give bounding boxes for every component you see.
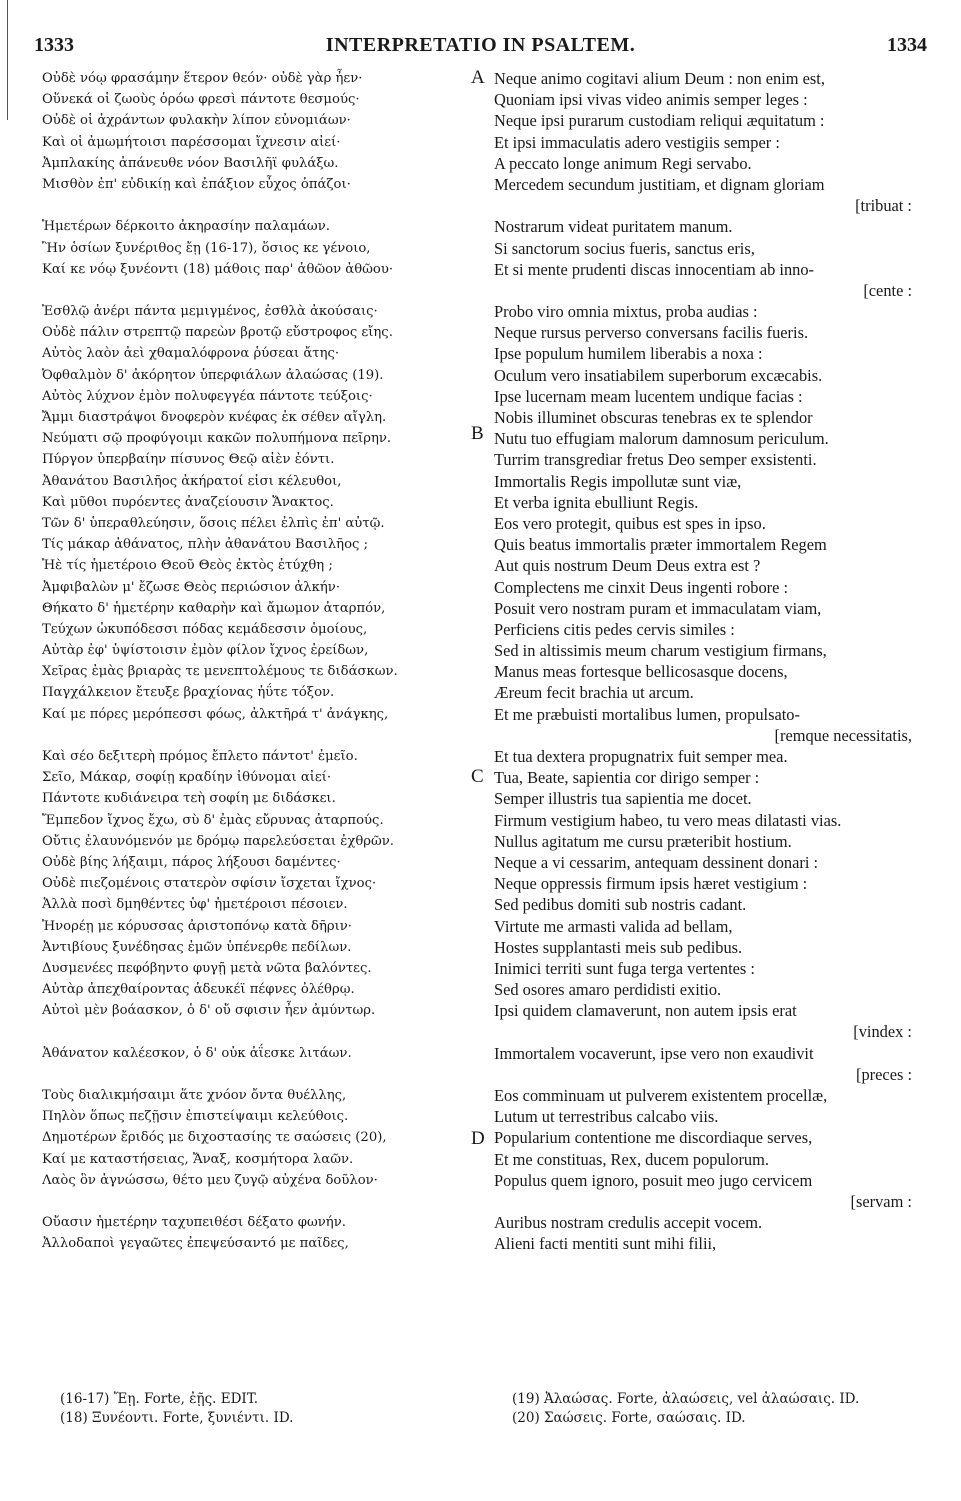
greek-verse-line: Τίς μάκαρ ἀθάνατος, πλὴν ἀθανάτου Βασιλῆος ; <box>42 537 369 553</box>
latin-verse-line: Neque rursus perverso conversans facilis fueris. <box>494 323 809 343</box>
latin-verse-line: Si sanctorum socius fueris, sanctus eris, <box>494 238 755 258</box>
greek-verse-line: Ἀμπλακίης ἀπάνευθε νόον Βασιλῆϊ φυλάξω. <box>42 155 339 171</box>
latin-verse-line: Immortalis Regis impollutæ sunt viæ, <box>494 471 742 491</box>
latin-verse-line: [cente : <box>863 280 912 300</box>
greek-verse-line: Πύργον ὑπερβαίην πίσυνος Θεῷ αἰὲν ἐόντι. <box>42 452 335 468</box>
latin-verse-line: [servam : <box>850 1191 912 1211</box>
latin-verse-line: Complectens me cinxit Deus ingenti robore : <box>494 577 789 597</box>
latin-verse-line: Neque animo cogitavi alium Deum : non enim est, <box>494 69 825 88</box>
greek-verse-line: Ἀθάνατον καλέεσκον, ὁ δ' οὐκ ἀΐεσκε λιτάων. <box>42 1045 352 1061</box>
latin-verse-line: [vindex : <box>853 1022 912 1042</box>
latin-verse-line: Probo viro omnia mixtus, proba audias : <box>494 302 758 322</box>
latin-text-column <box>494 68 924 1255</box>
greek-verse-line: Τοὺς διαλικμήσαιμι ἅτε χνόον ὄντα θυέλλης, <box>42 1088 347 1103</box>
greek-verse-line: Ἀθανάτου Βασιλῆος ἀκήρατοί εἰσι κέλευθοι, <box>42 473 342 489</box>
footnote: (19) Ἀλαώσας. Forte, ἀλαώσεις, vel ἀλαώσαις. ID. <box>512 1391 860 1407</box>
greek-verse-line: Ὀφθαλμὸν δ' ἀκόρητον ὑπερφιάλων ἀλαώσας (19). <box>42 367 384 383</box>
latin-verse-line: Quis beatus immortalis præter immortalem Regem <box>494 535 827 555</box>
greek-verse-line: Ἡμετέρων δέρκοιτο ἀκηρασίην παλαμάων. <box>42 219 330 235</box>
latin-verse-line: Perficiens citis pedes cervis similes : <box>494 619 735 639</box>
latin-verse-line: Posuit vero nostram puram et immaculatam viam, <box>494 598 822 618</box>
greek-verse-line: Οὐδὲ νόῳ φρασάμην ἕτερον θεόν· οὐδὲ γὰρ ἦεν· <box>42 71 363 86</box>
latin-verse-line: Auribus nostram credulis accepit vocem. <box>494 1213 763 1233</box>
latin-verse-line: Tua, Beate, sapientia cor dirigo semper : <box>494 768 760 788</box>
greek-verse-line: Δυσμενέες πεφόβηντο φυγῇ μετὰ νῶτα βαλόντες. <box>42 960 372 976</box>
page-number-left: 1333 <box>34 34 74 56</box>
latin-verse-line: Ipsi quidem clamaverunt, non autem ipsis erat <box>494 1001 797 1021</box>
latin-verse-line: Populus quem ignoro, posuit meo jugo cervicem <box>494 1170 813 1190</box>
section-marker-a: A <box>471 67 485 88</box>
greek-verse-line <box>42 1021 482 1042</box>
greek-verse-line: Οὐδὲ πάλιν στρεπτῷ παρεὼν βροτῷ εὔστροφος εἴης. <box>42 325 393 341</box>
latin-verse-line: Ipse lucernam meam lucentem undique facias : <box>494 386 803 406</box>
latin-verse-line: Turrim transgrediar fretus Deo semper exsistenti. <box>494 450 817 470</box>
greek-verse-line <box>42 1191 482 1212</box>
greek-verse-line: Αὐτὰρ ἀπεχθαίροντας ἀδευκέϊ πέφνες ὀλέθρῳ. <box>42 982 355 998</box>
greek-verse-line: Καί με πόρες μερόπεσσι φόως, ἀλκτῆρά τ' ἀνάγκης, <box>42 706 389 722</box>
latin-verse-line: Neque ipsi purarum custodiam reliqui æquitatum : <box>494 111 825 131</box>
latin-verse-line: Eos vero protegit, quibus est spes in ipso. <box>494 513 766 533</box>
greek-verse-line: Οὐδὲ βίης λήξαιμι, πάρος λήξουσι δαμέντες· <box>42 854 341 870</box>
greek-verse-line: Παγχάλκειον ἔτευξε βραχίονας ἠΰτε τόξον. <box>42 685 335 701</box>
greek-verse-line: Αὐτὸς λύχνον ἐμὸν πολυφεγγέα πάντοτε τεύξοις· <box>42 388 373 404</box>
latin-verse-line: Nullus agitatum me cursu præteribit hostium. <box>494 831 792 851</box>
latin-verse-line: Oculum vero insatiabilem superborum excæcabis. <box>494 365 823 385</box>
greek-verse-line: Τεύχων ὠκυπόδεσσι πόδας κεμάδεσσιν ὁμοίους, <box>42 621 368 637</box>
greek-verse-line: Οὕνεκά οἱ ζωοὺς ὁρόω φρεσὶ πάντοτε θεσμούς· <box>42 92 360 108</box>
latin-verse-line: A peccato longe animum Regi servabo. <box>494 153 752 173</box>
greek-verse-line: Καί κε νόῳ ξυνέοντι (18) μάθοις παρ' ἀθῶον ἀθῶου· <box>42 261 394 277</box>
page-header <box>34 34 927 60</box>
latin-verse-line: Lutum ut terrestribus calcabo viis. <box>494 1107 719 1127</box>
latin-verse-line: Ipse populum humilem liberabis a noxa : <box>494 344 763 364</box>
greek-verse-line: Θήκατο δ' ἡμετέρην καθαρὴν καὶ ἄμωμον ἀταρπόν, <box>42 600 386 616</box>
footnotes-left <box>60 1390 293 1428</box>
greek-verse-line: Ἠνορέῃ με κόρυσσας ἀριστοπόνῳ κατὰ δῆριν· <box>42 918 352 934</box>
latin-verse-line: Et me constituas, Rex, ducem populorum. <box>494 1149 769 1169</box>
latin-verse-line: Mercedem secundum justitiam, et dignam gloriam <box>494 174 825 194</box>
latin-verse-line: Immortalem vocaverunt, ipse vero non exaudivit <box>494 1043 814 1063</box>
latin-verse-line: Sed osores amaro perdidisti exitio. <box>494 980 722 1000</box>
latin-verse-line: Alieni facti mentiti sunt mihi filii, <box>494 1234 717 1254</box>
latin-verse-line: [remque necessitatis, <box>774 725 912 745</box>
greek-verse-line: Οὔτις ἐλαυνόμενόν με δρόμῳ παρελεύσεται ἐχθρῶν. <box>42 833 394 849</box>
greek-verse-line: Αὐτὸς λαὸν ἀεὶ χθαμαλόφρονα ῥύσεαι ἄτης· <box>42 346 340 362</box>
section-marker-b: B <box>471 423 484 444</box>
greek-verse-line: Οὔασιν ἡμετέρην ταχυπειθέσι δέξατο φωνήν. <box>42 1215 346 1231</box>
latin-verse-line: Virtute me armasti valida ad bellam, <box>494 916 733 936</box>
greek-verse-line: Οὐδὲ οἱ ἀχράντων φυλακὴν λίπον εὐνομιάων· <box>42 113 351 129</box>
greek-verse-line: Πάντοτε κυδιάνειρα τεὴ σοφίη με διδάσκει. <box>42 791 336 807</box>
greek-verse-line: Ἄμμι διαστράψοι δνοφερὸν κνέφας ἐκ σέθεν αἴγλη. <box>42 410 387 425</box>
greek-verse-line: Οὐδὲ πιεζομένοις στατερὸν σφίσιν ἴσχεται ἴχνος· <box>42 876 377 892</box>
latin-verse-line: Quoniam ipsi vivas video animis semper leges : <box>494 90 808 110</box>
latin-verse-line: Popularium contentione me discordiaque serves, <box>494 1128 813 1148</box>
greek-verse-line: Λαὸς ὃν ἀγνώσσω, θέτο μευ ζυγῷ αὐχένα δοῦλον· <box>42 1172 378 1188</box>
latin-verse-line: Nutu tuo effugiam malorum damnosum periculum. <box>494 429 829 449</box>
latin-verse-line: Hostes supplantasti meis sub pedibus. <box>494 937 743 957</box>
page-number-right: 1334 <box>887 34 927 56</box>
greek-verse-line: Ἐσθλῷ ἀνέρι πάντα μεμιγμένος, ἐσθλὰ ἀκούσαις· <box>42 304 378 320</box>
greek-verse-line: Ἀλλοδαποὶ γεγαῶτες ἐπεψεύσαντό με παῖδες, <box>42 1236 349 1252</box>
latin-verse-line: Æreum fecit brachia ut arcum. <box>494 683 694 703</box>
footnote: (18) Ξυνέοντι. Forte, ξυνιέντι. ID. <box>60 1410 294 1426</box>
greek-verse-line: Αὐτοὶ μὲν βοάασκον, ὁ δ' οὔ σφισιν ἦεν ἀμύντωρ. <box>42 1003 376 1019</box>
latin-verse-line: Eos comminuam ut pulverem existentem procellæ, <box>494 1086 828 1105</box>
latin-verse-line: Inimici territi sunt fuga terga vertentes : <box>494 958 755 978</box>
greek-verse-line: Ἠὲ τίς ἡμετέροιο Θεοῦ Θεὸς ἐκτὸς ἐτύχθη ; <box>42 558 333 574</box>
greek-verse-line: Ἔμπεδον ἴχνος ἔχω, σὺ δ' ἐμὰς εὔρυνας ἀταρπούς. <box>42 812 384 828</box>
running-title: INTERPRETATIO IN PSALTEM. <box>325 34 636 56</box>
latin-verse-line: Neque a vi cessarim, antequam dessinent donari : <box>494 852 819 872</box>
latin-verse-line: Et verba ignita ebulliunt Regis. <box>494 492 699 512</box>
greek-verse-line: Ἀμφιβαλὼν μ' ἔζωσε Θεὸς περιώσιον ἀλκήν· <box>42 579 341 595</box>
footnote: (16-17) Ἔῃ. Forte, ἐῇς. EDIT. <box>60 1391 259 1407</box>
greek-verse-line: Καί με καταστήσειας, Ἄναξ, κοσμήτορα λαῶν. <box>42 1151 354 1167</box>
greek-verse-line: Ἢν ὁσίων ξυνέριθος ἔῃ (16-17), ὅσιος κε γένοιο, <box>42 240 371 256</box>
section-marker-d: D <box>471 1128 485 1149</box>
greek-verse-line: Ἀντιβίους ξυνέδησας ἐμῶν ὑπένερθε πεδίλων. <box>42 939 352 955</box>
latin-verse-line: Sed in altissimis meum charum vestigium firmans, <box>494 641 827 661</box>
greek-verse-line: Καὶ σέο δεξιτερὴ πρόμος ἔπλετο πάντοτ' ἐμεῖο. <box>42 749 358 764</box>
greek-verse-line: Αὐτὰρ ἐφ' ὑψίστοισιν ἐμὸν φίλον ἴχνος ἐρείδων, <box>42 643 369 659</box>
latin-verse-line: Et si mente prudenti discas innocentiam ab inno- <box>494 259 814 279</box>
greek-text-column <box>42 68 482 1255</box>
latin-verse-line: Sed pedibus domiti sub nostris cadant. <box>494 895 747 915</box>
greek-verse-line: Καὶ οἱ ἀμωμήτοισι παρέσσομαι ἴχνεσιν αἰεί· <box>42 134 341 150</box>
latin-verse-line: Nostrarum videat puritatem manum. <box>494 217 733 237</box>
greek-verse-line: Ἀλλὰ ποσὶ δμηθέντες ὑφ' ἡμετέροισι πέσοιεν. <box>42 897 348 913</box>
greek-verse-line: Χεῖρας ἐμὰς βριαρὰς τε μενεπτολέμους τε διδάσκων. <box>42 664 398 680</box>
greek-verse-line: Πηλὸν ὅπως πεζῇσιν ἐπιστείψαιμι κελεύθοις. <box>42 1109 349 1125</box>
latin-verse-line: [preces : <box>856 1064 912 1084</box>
latin-verse-line: Nobis illuminet obscuras tenebras ex te splendor <box>494 408 813 427</box>
latin-verse-line: Et tua dextera propugnatrix fuit semper mea. <box>494 747 788 766</box>
latin-verse-line: Manus meas fortesque bellicosasque docens, <box>494 662 788 682</box>
greek-verse-line: Δημοτέρων ἔριδός με διχοστασίης τε σαώσεις (20), <box>42 1130 387 1146</box>
greek-verse-line: Καὶ μῦθοι πυρόεντες ἀναζείουσιν Ἄνακτος. <box>42 494 334 510</box>
latin-verse-line: Neque oppressis firmum ipsis hæret vestigium : <box>494 874 808 894</box>
greek-verse-line <box>42 195 482 216</box>
greek-verse-line: Μισθὸν ἐπ' εὐδικίῃ καὶ ἐπάξιον εὖχος ὀπάζοι· <box>42 176 351 192</box>
greek-verse-line: Σεῖο, Μάκαρ, σοφίῃ κραδίην ἰθύνομαι αἰεί· <box>42 770 332 786</box>
footnotes-right <box>512 1390 859 1428</box>
footnote: (20) Σαώσεις. Forte, σαώσαις. ID. <box>512 1410 746 1426</box>
greek-verse-line: Νεύματι σῷ προφύγοιμι κακῶν πολυπήμονα πεῖρην. <box>42 431 392 447</box>
latin-verse-line: Semper illustris tua sapientia me docet. <box>494 789 752 809</box>
latin-verse-line: Et me præbuisti mortalibus lumen, propulsato- <box>494 704 800 724</box>
greek-verse-line: Τῶν δ' ὑπεραθλεύησιν, ὅσοις πέλει ἐλπὶς ἐπ' αὐτῷ. <box>42 515 385 531</box>
latin-verse-line: Firmum vestigium habeo, tu vero meas dilatasti vias. <box>494 810 842 830</box>
latin-verse-line: [tribuat : <box>855 196 912 216</box>
greek-verse-line <box>42 1064 482 1085</box>
latin-verse-line: Aut quis nostrum Deum Deus extra est ? <box>494 556 761 576</box>
greek-verse-line <box>42 280 482 301</box>
latin-verse-line: Et ipsi immaculatis adero vestigiis semper : <box>494 132 780 152</box>
greek-verse-line <box>42 725 482 746</box>
section-marker-c: C <box>471 766 484 787</box>
margin-rule <box>7 0 8 120</box>
